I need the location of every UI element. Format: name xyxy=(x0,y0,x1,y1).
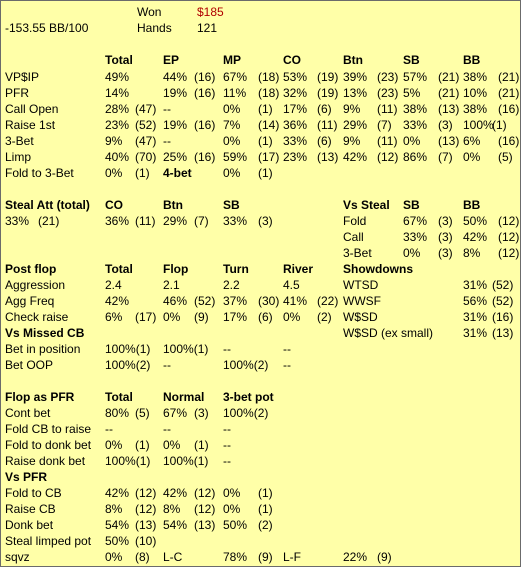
stat-count: (16) xyxy=(492,310,514,324)
vs-pfr-row-label: Fold to CB xyxy=(5,486,62,500)
stat-value: 9% xyxy=(105,134,123,148)
stat-value: 23% xyxy=(283,150,308,164)
stat-count: (70) xyxy=(135,150,157,164)
stat-value: 54% xyxy=(105,518,130,532)
stat-count: (11) xyxy=(135,214,156,228)
stat-value: 100%(2) xyxy=(223,406,269,420)
vs-pfr-row-label: Donk bet xyxy=(5,518,54,532)
stat-value: 100%(2) xyxy=(105,358,151,372)
stat-value: 38% xyxy=(463,102,488,116)
stat-count: (13) xyxy=(492,326,514,340)
stat-value: 0% xyxy=(463,150,481,164)
missed-cb-row-label: Bet in position xyxy=(5,342,81,356)
stat-value: 57% xyxy=(403,70,428,84)
stat-value: 0% xyxy=(223,502,241,516)
stat-value: 41% xyxy=(283,294,308,308)
preflop-row-label: VP$IP xyxy=(5,70,40,84)
stat-count: (1) xyxy=(135,438,150,452)
postflop-col-turn: Turn xyxy=(223,262,249,276)
stat-count: (23) xyxy=(377,86,399,100)
flop-pfr-col-3bet: 3-bet pot xyxy=(223,390,274,404)
stat-count: (12) xyxy=(498,246,520,260)
stat-value: 67% xyxy=(223,70,248,84)
stat-count: (18) xyxy=(258,86,280,100)
stat-value: 100%(2) xyxy=(223,358,269,372)
stat-count: (16) xyxy=(194,118,216,132)
hands-value: 121 xyxy=(197,21,218,35)
flop-pfr-row-label: Fold CB to raise xyxy=(5,422,92,436)
preflop-col-co: CO xyxy=(283,53,301,67)
vs-steal-row-label: Call xyxy=(343,230,364,244)
stat-value: 80% xyxy=(105,406,130,420)
vs-pfr-row-label: Raise CB xyxy=(5,502,56,516)
preflop-col-sb: SB xyxy=(403,53,420,67)
stat-value: 42% xyxy=(463,230,488,244)
stat-value: 54% xyxy=(163,518,188,532)
stat-value: 38% xyxy=(403,102,428,116)
stat-value: 0% xyxy=(163,310,181,324)
stat-count: (7) xyxy=(194,214,209,228)
stat-value: 5% xyxy=(403,86,421,100)
stat-count: (12) xyxy=(194,486,216,500)
stat-count: (10) xyxy=(135,534,157,548)
stat-count: (9) xyxy=(258,550,273,564)
flop-pfr-title: Flop as PFR xyxy=(5,390,75,404)
stat-count: (52) xyxy=(194,294,216,308)
showdown-label: W$SD (ex small) xyxy=(343,326,434,340)
vs-steal-row-label: Fold xyxy=(343,214,367,228)
stat-count: (11) xyxy=(377,102,398,116)
preflop-col-btn: Btn xyxy=(343,53,363,67)
stat-count: (22) xyxy=(317,294,339,308)
bb100-value: -153.55 BB/100 xyxy=(5,21,89,35)
stat-value: 53% xyxy=(283,70,308,84)
stat-count: (3) xyxy=(438,246,453,260)
postflop-row-label: Check raise xyxy=(5,310,69,324)
stat-count: (1) xyxy=(492,118,507,132)
stat-count: (47) xyxy=(135,102,157,116)
postflop-col-total: Total xyxy=(105,262,133,276)
stat-value: 100%(1) xyxy=(105,454,151,468)
stat-value: 19% xyxy=(163,86,188,100)
stat-value: -- xyxy=(223,438,231,452)
stat-value: 0% xyxy=(223,486,241,500)
postflop-title: Post flop xyxy=(5,262,57,276)
stat-count: (21) xyxy=(498,86,520,100)
stat-value: -- xyxy=(163,422,171,436)
steal-col-co: CO xyxy=(105,198,123,212)
stat-count: (30) xyxy=(258,294,280,308)
preflop-col-ep: EP xyxy=(163,53,180,67)
stat-count: (1) xyxy=(258,134,273,148)
stat-value: 2.4 xyxy=(105,278,122,292)
stat-count: (8) xyxy=(135,550,150,564)
stat-value: 50% xyxy=(223,518,248,532)
preflop-col-bb: BB xyxy=(463,53,481,67)
stat-count: (12) xyxy=(135,502,157,516)
stat-value: 22% xyxy=(343,550,368,564)
stat-value: 8% xyxy=(105,502,123,516)
preflop-row-label: Fold to 3-Bet xyxy=(5,166,74,180)
stat-count: (13) xyxy=(438,102,460,116)
steal-title: Steal Att (total) xyxy=(5,198,90,212)
stat-count: (16) xyxy=(194,150,216,164)
stat-value: 100%(1) xyxy=(163,454,209,468)
stat-value: 32% xyxy=(283,86,308,100)
stat-value: 33% xyxy=(403,230,428,244)
stat-value: 31% xyxy=(463,278,488,292)
stat-value: 4.5 xyxy=(283,278,300,292)
fourbet-label: 4-bet xyxy=(163,166,192,180)
stat-value: 23% xyxy=(105,118,130,132)
stat-count: (16) xyxy=(498,134,520,148)
postflop-row-label: Agg Freq xyxy=(5,294,55,308)
stat-count: (3) xyxy=(194,406,209,420)
stat-value: 100%(1) xyxy=(105,342,151,356)
stat-value: 39% xyxy=(343,70,368,84)
stat-count: (9) xyxy=(194,310,209,324)
stat-value: 0% xyxy=(223,134,241,148)
flop-pfr-col-total: Total xyxy=(105,390,133,404)
showdown-label: W$SD xyxy=(343,310,378,324)
preflop-col-total: Total xyxy=(105,53,133,67)
stat-count: (2) xyxy=(317,310,332,324)
stat-count: (1) xyxy=(135,166,150,180)
stat-value: 37% xyxy=(223,294,248,308)
stat-value: 9% xyxy=(343,102,361,116)
stat-count: (5) xyxy=(135,406,150,420)
stat-value: 59% xyxy=(223,150,248,164)
won-label: Won xyxy=(137,5,162,19)
stat-count: (19) xyxy=(317,86,339,100)
stat-value: 42% xyxy=(105,294,130,308)
postflop-row-label: Aggression xyxy=(5,278,66,292)
stat-count: (7) xyxy=(438,150,453,164)
stat-value: 29% xyxy=(343,118,368,132)
stat-value: 8% xyxy=(163,502,181,516)
stat-value: 49% xyxy=(105,70,130,84)
stat-count: (3) xyxy=(438,230,453,244)
stat-value: -- xyxy=(283,342,291,356)
stat-count: (16) xyxy=(194,70,216,84)
stat-count: (13) xyxy=(194,518,216,532)
stat-count: (21) xyxy=(438,86,460,100)
stat-value: 42% xyxy=(163,486,188,500)
stat-count: (6) xyxy=(317,102,332,116)
stat-value: 31% xyxy=(463,310,488,324)
postflop-col-river: River xyxy=(283,262,314,276)
stat-count: (3) xyxy=(258,214,273,228)
stat-value: 42% xyxy=(105,486,130,500)
stat-value: 31% xyxy=(463,326,488,340)
stat-count: (14) xyxy=(258,118,280,132)
vs-pfr-title: Vs PFR xyxy=(5,470,48,484)
stat-value: 50% xyxy=(463,214,488,228)
flop-pfr-row-label: Fold to donk bet xyxy=(5,438,92,452)
stat-value: 0% xyxy=(403,246,421,260)
stat-count: (6) xyxy=(258,310,273,324)
stat-count: (18) xyxy=(258,70,280,84)
stat-count: (21) xyxy=(438,70,460,84)
stat-value: 6% xyxy=(463,134,481,148)
stat-value: 9% xyxy=(343,134,361,148)
stat-value: 0% xyxy=(105,550,123,564)
preflop-row-label: Limp xyxy=(5,150,32,164)
vs-steal-col-sb: SB xyxy=(403,198,420,212)
stat-value: 33% xyxy=(223,214,248,228)
stat-value: 2.1 xyxy=(163,278,180,292)
vs-steal-col-bb: BB xyxy=(463,198,481,212)
stat-value: 0% xyxy=(105,438,123,452)
stat-count: (52) xyxy=(135,118,157,132)
steal-col-sb: SB xyxy=(223,198,240,212)
won-value: $185 xyxy=(197,5,224,19)
stat-value: -- xyxy=(223,422,231,436)
flop-pfr-row-label: Cont bet xyxy=(5,406,51,420)
stat-value: 40% xyxy=(105,150,130,164)
showdown-label: WTSD xyxy=(343,278,379,292)
stat-count: (11) xyxy=(377,134,398,148)
stat-count: (1) xyxy=(258,166,273,180)
vs-steal-row-label: 3-Bet xyxy=(343,246,372,260)
stat-value: 42% xyxy=(343,150,368,164)
stat-count: (47) xyxy=(135,134,157,148)
stat-count: (3) xyxy=(438,214,453,228)
stat-count: (3) xyxy=(438,118,453,132)
stat-value: 8% xyxy=(463,246,481,260)
stat-value: 0% xyxy=(163,438,181,452)
stat-count: (12) xyxy=(377,150,399,164)
lc-label: L-C xyxy=(163,550,183,564)
stat-value: 6% xyxy=(105,310,123,324)
stat-value: -- xyxy=(163,102,171,116)
stat-value: 36% xyxy=(283,118,308,132)
stat-count: (7) xyxy=(377,118,392,132)
stat-count: (12) xyxy=(135,486,157,500)
preflop-col-mp: MP xyxy=(223,53,241,67)
stat-value: -- xyxy=(163,358,171,372)
flop-pfr-col-normal: Normal xyxy=(163,390,205,404)
stat-count: (1) xyxy=(258,102,273,116)
stat-value: 46% xyxy=(163,294,188,308)
stat-count: (11) xyxy=(317,118,338,132)
showdowns-title: Showdowns xyxy=(343,262,413,276)
stat-value: 25% xyxy=(163,150,188,164)
sqvz-label: sqvz xyxy=(5,550,30,564)
stat-value: 19% xyxy=(163,118,188,132)
stat-value: 86% xyxy=(403,150,428,164)
postflop-col-flop: Flop xyxy=(163,262,189,276)
stat-value: -- xyxy=(163,134,171,148)
stat-value: 13% xyxy=(343,86,368,100)
stat-value: 0% xyxy=(283,310,301,324)
stat-value: 28% xyxy=(105,102,130,116)
stat-value: 2.2 xyxy=(223,278,240,292)
preflop-row-label: PFR xyxy=(5,86,29,100)
stat-value: 56% xyxy=(463,294,488,308)
lf-label: L-F xyxy=(283,550,301,564)
vs-steal-title: Vs Steal xyxy=(343,198,390,212)
stat-count: (17) xyxy=(258,150,280,164)
stat-count: (16) xyxy=(194,86,216,100)
stat-count: (23) xyxy=(377,70,399,84)
stat-count: (17) xyxy=(135,310,157,324)
stat-count: (52) xyxy=(492,278,514,292)
steal-col-btn: Btn xyxy=(163,198,183,212)
stat-count: (21) xyxy=(38,214,60,228)
stat-value: 10% xyxy=(463,86,488,100)
stat-value: 78% xyxy=(223,550,248,564)
stat-count: (9) xyxy=(377,550,392,564)
stat-value: 44% xyxy=(163,70,188,84)
stat-count: (1) xyxy=(194,438,209,452)
stat-value: -- xyxy=(105,422,113,436)
stat-count: (12) xyxy=(194,502,216,516)
stat-value: 0% xyxy=(223,102,241,116)
stat-value: -- xyxy=(223,342,231,356)
stat-value: 67% xyxy=(163,406,188,420)
stat-count: (2) xyxy=(258,518,273,532)
preflop-row-label: Raise 1st xyxy=(5,118,56,132)
stat-value: 0% xyxy=(403,134,421,148)
stat-value: 0% xyxy=(105,166,123,180)
missed-cb-row-label: Bet OOP xyxy=(5,358,54,372)
stat-count: (1) xyxy=(258,486,273,500)
stat-value: 67% xyxy=(403,214,428,228)
stat-value: 100% xyxy=(463,118,494,132)
stat-value: 50% xyxy=(105,534,130,548)
flop-pfr-row-label: Raise donk bet xyxy=(5,454,86,468)
stat-value: 0% xyxy=(223,166,241,180)
stat-value: 38% xyxy=(463,70,488,84)
stat-count: (21) xyxy=(498,70,520,84)
stat-count: (5) xyxy=(498,150,513,164)
stat-value: 17% xyxy=(223,310,248,324)
stat-value: 14% xyxy=(105,86,130,100)
preflop-row-label: 3-Bet xyxy=(5,134,34,148)
showdown-label: WWSF xyxy=(343,294,381,308)
stat-value: 17% xyxy=(283,102,308,116)
stat-value: 33% xyxy=(403,118,428,132)
stat-count: (13) xyxy=(135,518,157,532)
stat-value: 33% xyxy=(283,134,308,148)
stat-value: 29% xyxy=(163,214,188,228)
stat-value: 33% xyxy=(5,214,30,228)
stat-count: (13) xyxy=(438,134,460,148)
stat-count: (16) xyxy=(498,102,520,116)
stat-count: (12) xyxy=(498,230,520,244)
stat-count: (12) xyxy=(498,214,520,228)
stat-value: -- xyxy=(283,358,291,372)
preflop-row-label: Call Open xyxy=(5,102,59,116)
vs-pfr-row-label: Steal limped pot xyxy=(5,534,92,548)
stat-count: (6) xyxy=(317,134,332,148)
missed-cb-title: Vs Missed CB xyxy=(5,326,85,340)
stat-value: 100%(1) xyxy=(163,342,209,356)
stat-value: 36% xyxy=(105,214,130,228)
stat-count: (52) xyxy=(492,294,514,308)
stat-value: 7% xyxy=(223,118,241,132)
stat-count: (19) xyxy=(317,70,339,84)
stat-count: (1) xyxy=(258,502,273,516)
stat-value: 11% xyxy=(223,86,247,100)
stat-count: (13) xyxy=(317,150,339,164)
hands-label: Hands xyxy=(137,21,172,35)
stat-value: -- xyxy=(223,454,231,468)
